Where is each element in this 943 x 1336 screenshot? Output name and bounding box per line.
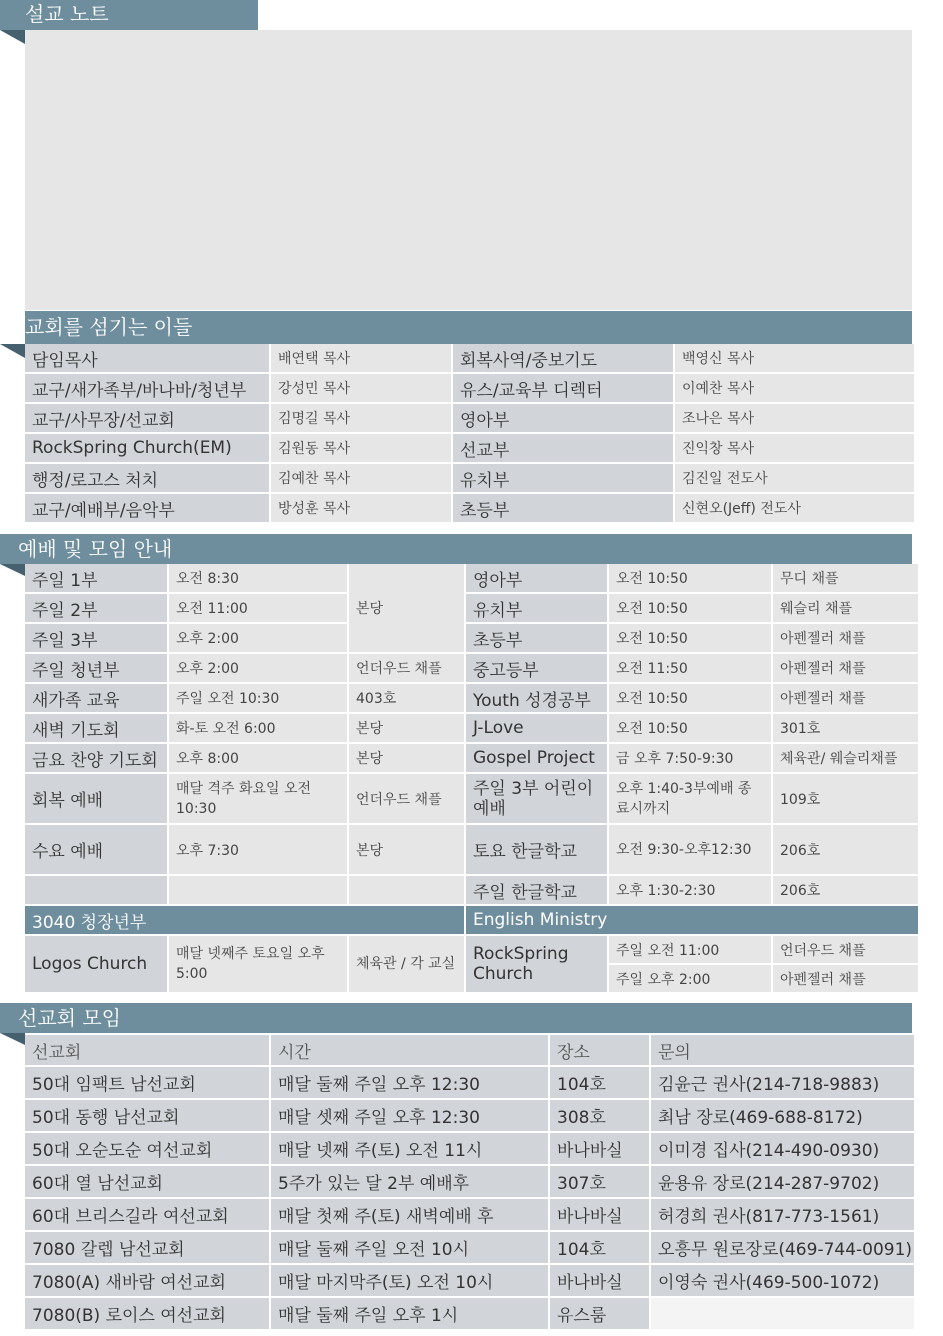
- worship-cell: 오전 10:50: [609, 594, 771, 622]
- worship-cell: 언더우드 채플: [349, 654, 464, 682]
- mission-row: [25, 1133, 914, 1164]
- mission-header-cell: 선교회: [25, 1035, 269, 1065]
- worship-title-text: 예배 및 모임 안내: [18, 537, 173, 561]
- mission-name: 50대 동행 남선교회: [25, 1100, 269, 1131]
- mission-row: [25, 1100, 914, 1131]
- logos-name: Logos Church: [25, 936, 167, 992]
- worship-cell: 영아부: [466, 564, 607, 592]
- worship-row: [25, 825, 918, 874]
- worship-cell: 403호: [349, 684, 464, 712]
- staff-table: [23, 342, 916, 524]
- worship-cell: 206호: [773, 876, 918, 904]
- worship-row: [25, 714, 918, 742]
- em-place: 언더우드 채플: [773, 936, 918, 963]
- worship-cell: 체육관/ 웨슬리채플: [773, 744, 918, 772]
- worship-cell: 주일 3부: [25, 624, 167, 652]
- staff-role: 교구/사무장/선교회: [25, 404, 269, 432]
- staff-role: 담임목사: [25, 344, 269, 372]
- band-english-ministry: English Ministry: [466, 906, 918, 934]
- mission-place: 104호: [550, 1232, 649, 1263]
- mission-time: 매달 둘째 주일 오후 12:30: [271, 1067, 548, 1098]
- worship-cell: 아펜젤러 채플: [773, 684, 918, 712]
- mission-contact: 이미경 집사(214-490-0930): [651, 1133, 914, 1164]
- staff-row: [25, 464, 914, 492]
- worship-cell: 주일 청년부: [25, 654, 167, 682]
- mission-name: 60대 열 남선교회: [25, 1166, 269, 1197]
- mission-name: 7080(B) 로이스 여선교회: [25, 1298, 269, 1329]
- mission-header-row: [25, 1035, 914, 1065]
- mission-title: [0, 1003, 912, 1033]
- worship-cell: 수요 예배: [25, 825, 167, 874]
- staff-row: [25, 344, 914, 372]
- worship-row: [25, 594, 918, 622]
- worship-cell: 오후 2:00: [169, 624, 347, 652]
- staff-row: [25, 404, 914, 432]
- worship-table: [23, 562, 920, 994]
- worship-cell: 109호: [773, 774, 918, 823]
- worship-row: [25, 744, 918, 772]
- worship-row: [25, 774, 918, 823]
- mission-time: 매달 둘째 주일 오전 10시: [271, 1232, 548, 1263]
- mission-row: [25, 1166, 914, 1197]
- mission-time: 5주가 있는 달 2부 예배후: [271, 1166, 548, 1197]
- staff-role: 초등부: [453, 494, 673, 522]
- worship-cell: [25, 876, 167, 904]
- worship-cell: 아펜젤러 채플: [773, 654, 918, 682]
- worship-cell: 오후 2:00: [169, 654, 347, 682]
- mission-row: [25, 1067, 914, 1098]
- worship-cell: Youth 성경공부: [466, 684, 607, 712]
- mission-contact: [651, 1298, 914, 1329]
- staff-name: 조나은 목사: [675, 404, 914, 432]
- worship-cell: 주일 2부: [25, 594, 167, 622]
- worship-cell: 초등부: [466, 624, 607, 652]
- worship-cell: 주일 3부 어린이 예배: [466, 774, 607, 823]
- worship-cell: 유치부: [466, 594, 607, 622]
- mission-place: 104호: [550, 1067, 649, 1098]
- worship-cell: 본당: [349, 714, 464, 742]
- worship-cell: 본당: [349, 744, 464, 772]
- em-time: 주일 오후 2:00: [609, 965, 771, 992]
- worship-cell: 본당: [349, 825, 464, 874]
- worship-band-row: [25, 906, 918, 934]
- worship-row: [25, 654, 918, 682]
- worship-cell: 오전 10:50: [609, 564, 771, 592]
- worship-row: [25, 876, 918, 904]
- staff-role: 회복사역/중보기도: [453, 344, 673, 372]
- mission-contact: 허경희 권사(817-773-1561): [651, 1199, 914, 1230]
- notes-title-fold: [0, 30, 25, 44]
- staff-row: [25, 374, 914, 402]
- mission-row: [25, 1199, 914, 1230]
- worship-cell: 새벽 기도회: [25, 714, 167, 742]
- staff-role: 교구/예배부/음악부: [25, 494, 269, 522]
- worship-cell: 오전 11:50: [609, 654, 771, 682]
- staff-row: [25, 434, 914, 462]
- mission-contact: 김윤근 권사(214-718-9883): [651, 1067, 914, 1098]
- staff-role: 유스/교육부 디렉터: [453, 374, 673, 402]
- worship-cell: 오전 10:50: [609, 624, 771, 652]
- worship-cell: 오전 9:30-오후12:30: [609, 825, 771, 874]
- worship-cell: 아펜젤러 채플: [773, 624, 918, 652]
- mission-time: 매달 셋째 주일 오후 12:30: [271, 1100, 548, 1131]
- worship-row: [25, 936, 918, 963]
- mission-time: 매달 첫째 주(토) 새벽예배 후: [271, 1199, 548, 1230]
- worship-cell: 오전 8:30: [169, 564, 347, 592]
- mission-place: 바나바실: [550, 1265, 649, 1296]
- mission-header-cell: 문의: [651, 1035, 914, 1065]
- mission-header-cell: 시간: [271, 1035, 548, 1065]
- mission-contact: 이영숙 권사(469-500-1072): [651, 1265, 914, 1296]
- staff-name: 신현오(Jeff) 전도사: [675, 494, 914, 522]
- worship-cell: 301호: [773, 714, 918, 742]
- mission-place: 바나바실: [550, 1199, 649, 1230]
- worship-cell: 오후 8:00: [169, 744, 347, 772]
- em-name: RockSpring Church: [466, 936, 607, 992]
- staff-role: 영아부: [453, 404, 673, 432]
- worship-title: [0, 534, 912, 564]
- worship-cell: 오전 11:00: [169, 594, 347, 622]
- worship-cell: 언더우드 채플: [349, 774, 464, 823]
- mission-name: 7080(A) 새바람 여선교회: [25, 1265, 269, 1296]
- mission-name: 50대 임팩트 남선교회: [25, 1067, 269, 1098]
- worship-cell: 매달 격주 화요일 오전 10:30: [169, 774, 347, 823]
- notes-title-text: 설교 노트: [25, 2, 109, 26]
- mission-title-text: 선교회 모임: [18, 1006, 121, 1030]
- mission-place: 307호: [550, 1166, 649, 1197]
- worship-cell: J-Love: [466, 714, 607, 742]
- worship-cell: 금 오후 7:50-9:30: [609, 744, 771, 772]
- staff-name: 김원동 목사: [271, 434, 451, 462]
- worship-cell: 중고등부: [466, 654, 607, 682]
- worship-cell: 금요 찬양 기도회: [25, 744, 167, 772]
- mission-contact: 최남 장로(469-688-8172): [651, 1100, 914, 1131]
- staff-role: 유치부: [453, 464, 673, 492]
- worship-cell: 오후 1:40-3부예배 종료시까지: [609, 774, 771, 823]
- staff-name: 진익창 목사: [675, 434, 914, 462]
- mission-name: 50대 오순도순 여선교회: [25, 1133, 269, 1164]
- mission-name: 7080 갈렙 남선교회: [25, 1232, 269, 1263]
- worship-cell: 새가족 교육: [25, 684, 167, 712]
- staff-role: RockSpring Church(EM): [25, 434, 269, 462]
- staff-name: 김명길 목사: [271, 404, 451, 432]
- worship-cell: 오후 1:30-2:30: [609, 876, 771, 904]
- band-3040: 3040 청장년부: [25, 906, 464, 934]
- staff-name: 이예찬 목사: [675, 374, 914, 402]
- worship-cell: [169, 876, 347, 904]
- mission-place: 바나바실: [550, 1133, 649, 1164]
- worship-cell: Gospel Project: [466, 744, 607, 772]
- worship-cell: 토요 한글학교: [466, 825, 607, 874]
- notes-box[interactable]: [25, 30, 912, 310]
- logos-time: 매달 넷째주 토요일 오후 5:00: [169, 936, 347, 992]
- worship-cell: 본당: [349, 564, 464, 652]
- staff-name: 백영신 목사: [675, 344, 914, 372]
- worship-cell: 무디 채플: [773, 564, 918, 592]
- staff-role: 교구/새가족부/바나바/청년부: [25, 374, 269, 402]
- mission-time: 매달 넷째 주(토) 오전 11시: [271, 1133, 548, 1164]
- em-time: 주일 오전 11:00: [609, 936, 771, 963]
- worship-row: [25, 624, 918, 652]
- worship-cell: 주일 1부: [25, 564, 167, 592]
- worship-cell: 웨슬리 채플: [773, 594, 918, 622]
- staff-title-text: 교회를 섬기는 이들: [25, 315, 193, 339]
- worship-cell: 오후 7:30: [169, 825, 347, 874]
- staff-name: 김예찬 목사: [271, 464, 451, 492]
- worship-row: [25, 564, 918, 592]
- worship-cell: 오전 10:50: [609, 684, 771, 712]
- staff-title: [25, 311, 912, 344]
- mission-contact: 오흥무 원로장로(469-744-0091): [651, 1232, 914, 1263]
- worship-cell: [349, 876, 464, 904]
- staff-name: 방성훈 목사: [271, 494, 451, 522]
- mission-place: 유스룸: [550, 1298, 649, 1329]
- mission-time: 매달 마지막주(토) 오전 10시: [271, 1265, 548, 1296]
- staff-row: [25, 494, 914, 522]
- worship-cell: 206호: [773, 825, 918, 874]
- logos-place: 체육관 / 각 교실: [349, 936, 464, 992]
- staff-role: 행정/로고스 처치: [25, 464, 269, 492]
- mission-row: [25, 1232, 914, 1263]
- staff-role: 선교부: [453, 434, 673, 462]
- worship-title-fold: [0, 564, 25, 576]
- worship-cell: 오전 10:50: [609, 714, 771, 742]
- staff-title-fold: [0, 344, 25, 358]
- worship-row: [25, 684, 918, 712]
- notes-title: [0, 0, 258, 30]
- mission-place: 308호: [550, 1100, 649, 1131]
- mission-name: 60대 브리스길라 여선교회: [25, 1199, 269, 1230]
- worship-cell: 주일 한글학교: [466, 876, 607, 904]
- worship-cell: 화-토 오전 6:00: [169, 714, 347, 742]
- mission-table: [23, 1033, 916, 1331]
- staff-name: 배연택 목사: [271, 344, 451, 372]
- mission-row: [25, 1298, 914, 1329]
- worship-cell: 주일 오전 10:30: [169, 684, 347, 712]
- staff-name: 김진일 전도사: [675, 464, 914, 492]
- mission-header-cell: 장소: [550, 1035, 649, 1065]
- mission-time: 매달 둘째 주일 오후 1시: [271, 1298, 548, 1329]
- mission-title-fold: [0, 1033, 25, 1045]
- staff-name: 강성민 목사: [271, 374, 451, 402]
- mission-row: [25, 1265, 914, 1296]
- em-place: 아펜젤러 채플: [773, 965, 918, 992]
- worship-cell: 회복 예배: [25, 774, 167, 823]
- mission-contact: 윤용유 장로(214-287-9702): [651, 1166, 914, 1197]
